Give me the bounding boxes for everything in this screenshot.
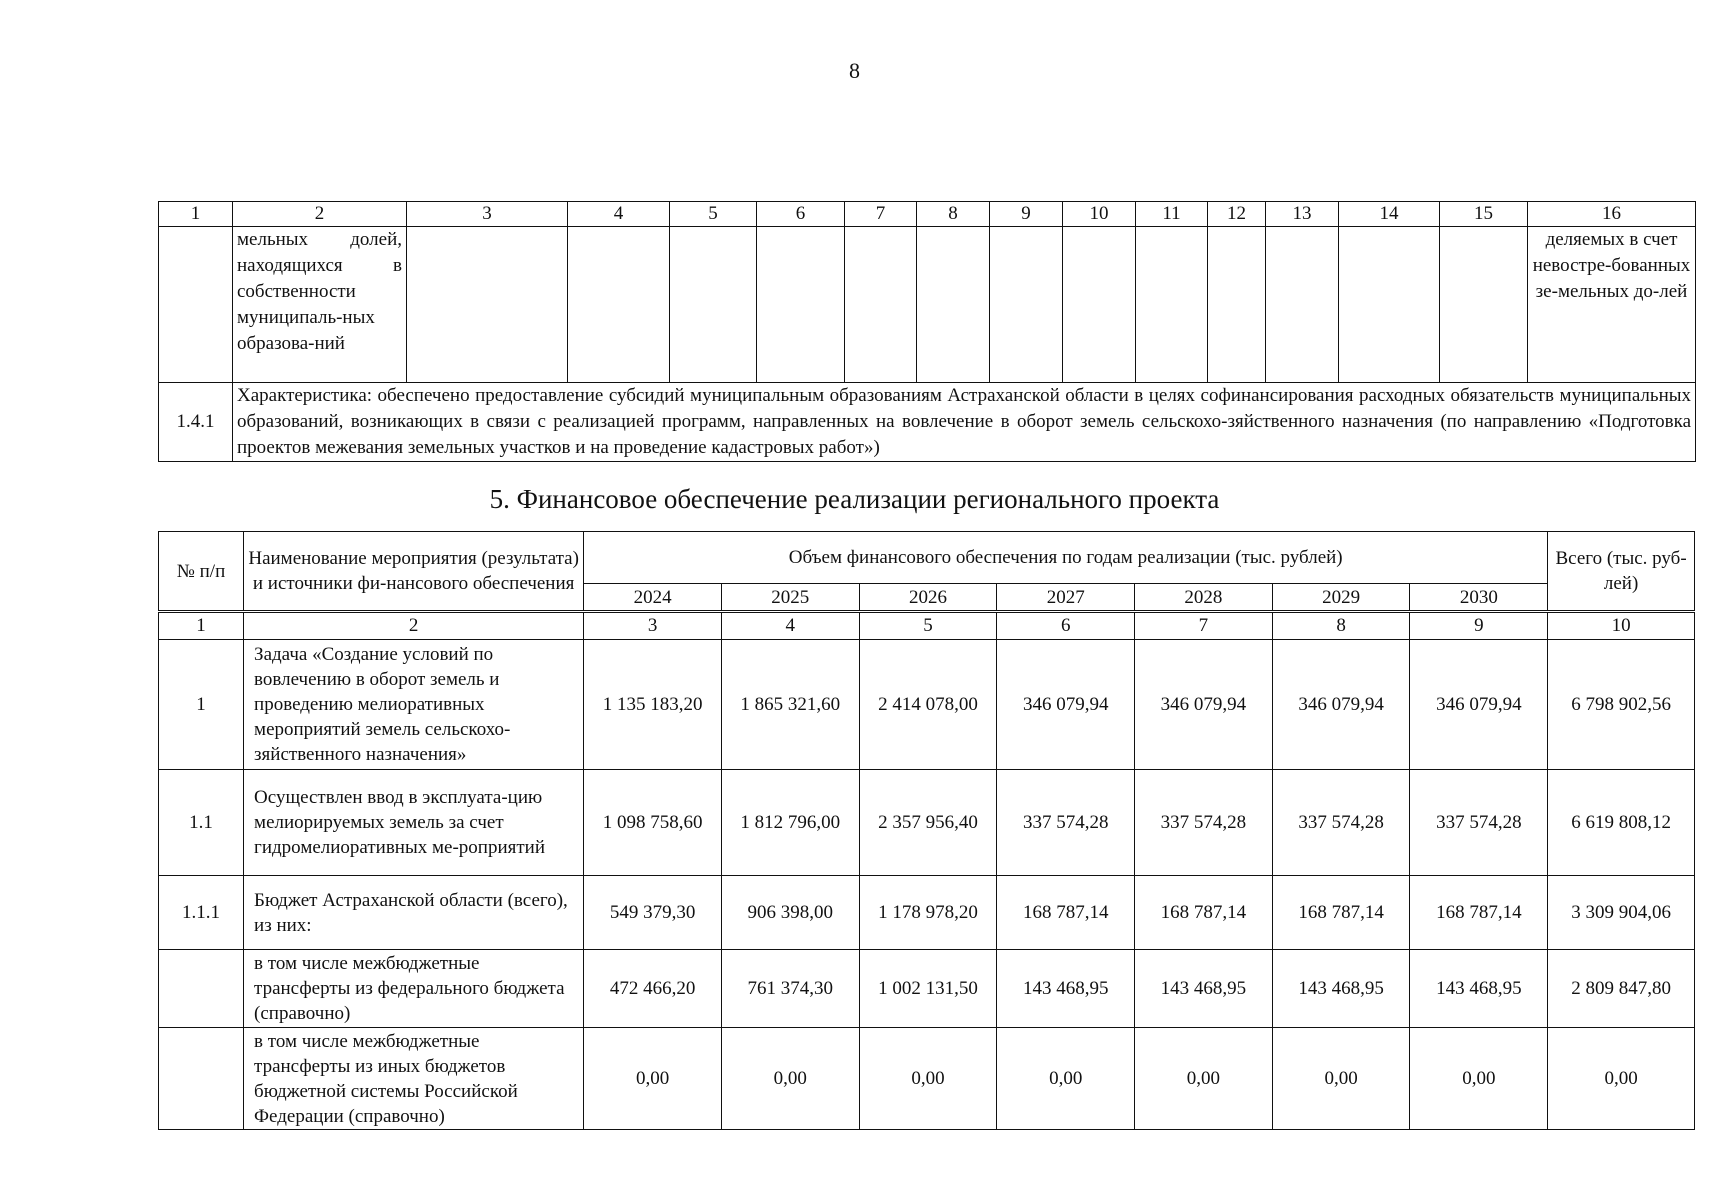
value-cell: 168 787,14 [1410,876,1548,950]
year-cell: 2024 [584,584,722,612]
header-row [159,532,1695,584]
total-cell: 6 619 808,12 [1548,770,1695,876]
column-index: 5 [859,612,997,640]
table-row [159,1028,1695,1130]
value-cell: 0,00 [1410,1028,1548,1130]
continuation-text-col16: деляемых в счет невостре-бованных зе-мельных до-лей [1528,227,1696,383]
column-index: 6 [997,612,1135,640]
column-index: 10 [1548,612,1695,640]
empty-cell [1136,227,1208,383]
column-number: 16 [1528,202,1696,227]
empty-cell [990,227,1063,383]
continuation-table [158,201,1696,462]
row-number: 1.1.1 [159,876,244,950]
table-row [159,950,1695,1028]
value-cell: 0,00 [584,1028,722,1130]
column-number: 3 [407,202,568,227]
value-cell: 337 574,28 [997,770,1135,876]
column-number: 14 [1339,202,1440,227]
value-cell: 168 787,14 [1272,876,1410,950]
value-cell: 168 787,14 [997,876,1135,950]
total-cell: 3 309 904,06 [1548,876,1695,950]
characteristic-row [159,383,1696,462]
empty-cell [1208,227,1266,383]
value-cell: 1 812 796,00 [721,770,859,876]
total-cell: 6 798 902,56 [1548,640,1695,770]
table-row [159,770,1695,876]
value-cell: 168 787,14 [1135,876,1273,950]
value-cell: 906 398,00 [721,876,859,950]
column-number: 7 [845,202,917,227]
year-cell: 2027 [997,584,1135,612]
column-number: 9 [990,202,1063,227]
value-cell: 346 079,94 [1272,640,1410,770]
characteristic-number: 1.4.1 [159,383,233,462]
value-cell: 0,00 [1135,1028,1273,1130]
value-cell: 549 379,30 [584,876,722,950]
column-index-row [159,612,1695,640]
column-index: 9 [1410,612,1548,640]
column-number: 8 [917,202,990,227]
row-name: Осуществлен ввод в эксплуата-цию мелиорируемых земель за счет гидромелиоративных ме-роприятий [244,770,584,876]
table-row [159,640,1695,770]
column-number: 13 [1266,202,1339,227]
column-number: 12 [1208,202,1266,227]
empty-cell [757,227,845,383]
row-name: Бюджет Астраханской области (всего), из них: [244,876,584,950]
empty-cell [1440,227,1528,383]
year-cell: 2025 [721,584,859,612]
value-cell: 0,00 [997,1028,1135,1130]
continuation-text-col2: мельных долей, находящихся в собственности муниципаль-ных образова-ний [233,227,407,383]
row-name: в том числе межбюджетные трансферты из федерального бюджета (справочно) [244,950,584,1028]
column-index: 4 [721,612,859,640]
year-cell: 2029 [1272,584,1410,612]
column-number: 5 [670,202,757,227]
empty-cell [407,227,568,383]
value-cell: 346 079,94 [997,640,1135,770]
empty-cell [917,227,990,383]
column-index: 8 [1272,612,1410,640]
row-number: 1 [159,640,244,770]
empty-cell [1063,227,1136,383]
column-index: 7 [1135,612,1273,640]
year-cell: 2028 [1135,584,1273,612]
value-cell: 1 178 978,20 [859,876,997,950]
empty-cell [159,227,233,383]
header-volume: Объем финансового обеспечения по годам реализации (тыс. рублей) [584,532,1548,584]
year-cell: 2030 [1410,584,1548,612]
section-title: 5. Финансовое обеспечение реализации регионального проекта [489,484,1220,514]
row-name: в том числе межбюджетные трансферты из иных бюджетов бюджетной системы Российской Федерации (справочно) [244,1028,584,1130]
characteristic-text: Характеристика: обеспечено предоставление субсидий муниципальным образованиям Астраханской области в целях софинансирования расходных обязательств муниципальных образований, возникающих в связи с реализацией программ, направленных на вовлечение в оборот земель сельскохо-зяйственного назначения (по направлению «Подготовка проектов межевания земельных участков и на проведение кадастровых работ») [233,383,1696,462]
total-cell: 2 809 847,80 [1548,950,1695,1028]
value-cell: 2 357 956,40 [859,770,997,876]
year-cell: 2026 [859,584,997,612]
empty-cell [568,227,670,383]
empty-cell [1266,227,1339,383]
column-number-row [159,202,1696,227]
value-cell: 337 574,28 [1272,770,1410,876]
value-cell: 2 414 078,00 [859,640,997,770]
column-index: 3 [584,612,722,640]
value-cell: 0,00 [859,1028,997,1130]
column-index: 2 [244,612,584,640]
value-cell: 1 098 758,60 [584,770,722,876]
financing-table [158,531,1695,1130]
value-cell: 472 466,20 [584,950,722,1028]
row-number [159,950,244,1028]
column-number: 6 [757,202,845,227]
row-number: 1.1 [159,770,244,876]
column-number: 1 [159,202,233,227]
value-cell: 0,00 [1272,1028,1410,1130]
header-total: Всего (тыс. руб-лей) [1548,532,1695,612]
header-num: № п/п [159,532,244,612]
continuation-row [159,227,1696,383]
value-cell: 143 468,95 [1410,950,1548,1028]
value-cell: 143 468,95 [997,950,1135,1028]
column-number: 10 [1063,202,1136,227]
empty-cell [845,227,917,383]
value-cell: 143 468,95 [1135,950,1273,1028]
page-number: 8 [849,58,860,83]
empty-cell [670,227,757,383]
row-name: Задача «Создание условий по вовлечению в оборот земель и проведению мелиоративных мероприятий земель сельскохо-зяйственного назначения» [244,640,584,770]
column-number: 2 [233,202,407,227]
value-cell: 346 079,94 [1135,640,1273,770]
value-cell: 0,00 [721,1028,859,1130]
table-row [159,876,1695,950]
value-cell: 1 002 131,50 [859,950,997,1028]
value-cell: 337 574,28 [1135,770,1273,876]
column-number: 15 [1440,202,1528,227]
header-name: Наименование мероприятия (результата) и источники фи-нансового обеспечения [244,532,584,612]
empty-cell [1339,227,1440,383]
row-number [159,1028,244,1130]
value-cell: 1 865 321,60 [721,640,859,770]
value-cell: 143 468,95 [1272,950,1410,1028]
total-cell: 0,00 [1548,1028,1695,1130]
value-cell: 761 374,30 [721,950,859,1028]
value-cell: 337 574,28 [1410,770,1548,876]
column-number: 11 [1136,202,1208,227]
column-index: 1 [159,612,244,640]
column-number: 4 [568,202,670,227]
value-cell: 346 079,94 [1410,640,1548,770]
value-cell: 1 135 183,20 [584,640,722,770]
